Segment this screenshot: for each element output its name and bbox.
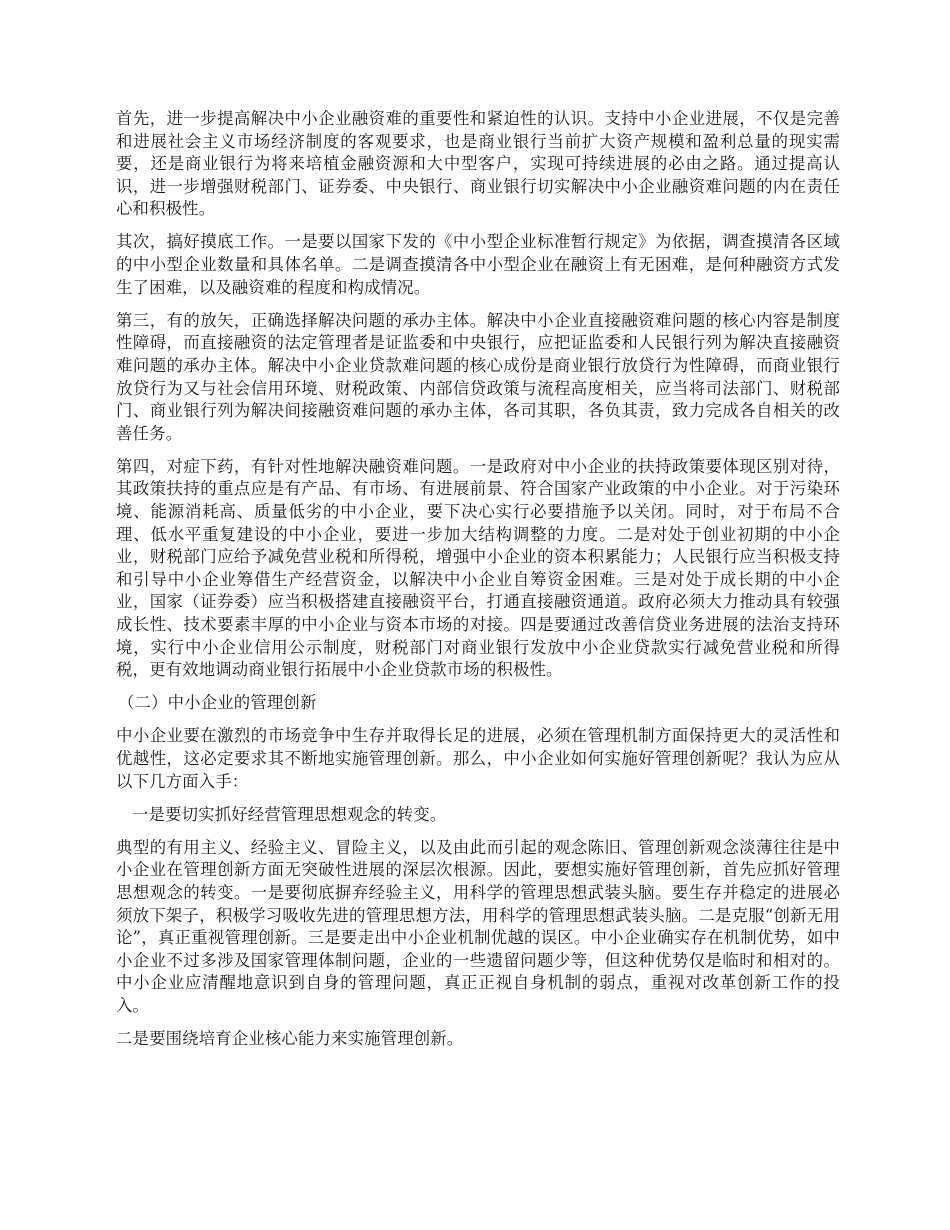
paragraph-second-point: 其次，搞好摸底工作。一是要以国家下发的《中小型企业标准暂行规定》为依据，调查摸清各区域的中小型企业数量和具体名单。二是调查摸清各中小型企业在融资上有无困难，是何种融资方式发生了困难，以及融资难的程度和构成情况。 xyxy=(116,232,840,297)
paragraph-mindset-detail: 典型的有用主义、经验主义、冒险主义，以及由此而引起的观念陈旧、管理创新观念淡薄往往是中小企业在管理创新方面无突破性进展的深层次根源。因此，要想实施好管理创新，首先应抓好管理思想观念的转变。一是要彻底摒弃经验主义，用科学的管理思想武装头脑。要生存并稳定的进展必须放下架子，积极学习吸收先进的管理思想方法，用科学的管理思想武装头脑。二是克服“创新无用论”，真正重视管理创新。三是要走出中小企业机制优越的误区。中小企业确实存在机制优势，如中小企业不过多涉及国家管理体制问题，企业的一些遗留问题少等，但这种优势仅是临时和相对的。中小企业应清醒地意识到自身的管理问题，真正正视自身机制的弱点，重视对改革创新工作的投入。 xyxy=(116,837,840,1015)
paragraph-third-point: 第三，有的放矢，正确选择解决问题的承办主体。解决中小企业直接融资难问题的核心内容是制度性障碍，而直接融资的法定管理者是证监委和中央银行，应把证监委和人民银行列为解决直接融资难问题的承办主体。解决中小企业贷款难问题的核心成份是商业银行放贷行为性障碍，而商业银行放贷行为又与社会信用环境、财税政策、内部信贷政策与流程高度相关，应当将司法部门、财税部门、商业银行列为解决间接融资难问题的承办主体，各司其职，各负其责，致力完成各自相关的改善任务。 xyxy=(116,310,840,443)
paragraph-management-intro: 中小企业要在激烈的市场竞争中生存并取得长足的进展，必须在管理机制方面保持更大的灵活性和优越性，这必定要求其不断地实施管理创新。那么，中小企业如何实施好管理创新呢？我认为应从以下几方面入手： xyxy=(116,726,840,791)
section-heading-management-innovation: （二）中小企业的管理创新 xyxy=(118,693,317,713)
paragraph-fourth-point: 第四，对症下药，有针对性地解决融资难问题。一是政府对中小企业的扶持政策要体现区别对待，其政策扶持的重点应是有产品、有市场、有进展前景、符合国家产业政策的中小企业。对于污染环境、能源消耗高、质量低劣的中小企业，要下决心实行必要措施予以关闭。同时，对于布局不合理、低水平重复建设的中小企业，要进一步加大结构调整的力度。二是对处于创业初期的中小企业，财税部门应给予减免营业税和所得税，增强中小企业的资本积累能力；人民银行应当积极支持和引导中小企业筹借生产经营资金，以解决中小企业自筹资金困难。三是对处于成长期的中小企业，国家（证券委）应当积极搭建直接融资平台，打通直接融资通道。政府必须大力推动具有较强成长性、技术要素丰厚的中小企业与资本市场的对接。四是要通过改善信贷业务进展的法治支持环境，实行中小企业信用公示制度，财税部门对商业银行发放中小企业贷款实行减免营业税和所得税，更有效地调动商业银行拓展中小企业贷款市场的积极性。 xyxy=(116,456,840,680)
document-body xyxy=(116,108,840,1061)
paragraph-first-point: 首先，进一步提高解决中小企业融资难的重要性和紧迫性的认识。支持中小企业进展，不仅是完善和进展社会主义市场经济制度的客观要求，也是商业银行当前扩大资产规模和盈利总量的现实需要，还是商业银行为将来培植金融资源和大中型客户，实现可持续进展的必由之路。通过提高认识，进一步增强财税部门、证券委、中央银行、商业银行切实解决中小企业融资难问题的内在责任心和积极性。 xyxy=(116,109,840,219)
subheading-core-capability: 二是要围绕培育企业核心能力来实施管理创新。 xyxy=(116,1028,464,1048)
subheading-mindset-change: 一是要切实抓好经营管理思想观念的转变。 xyxy=(132,804,447,824)
